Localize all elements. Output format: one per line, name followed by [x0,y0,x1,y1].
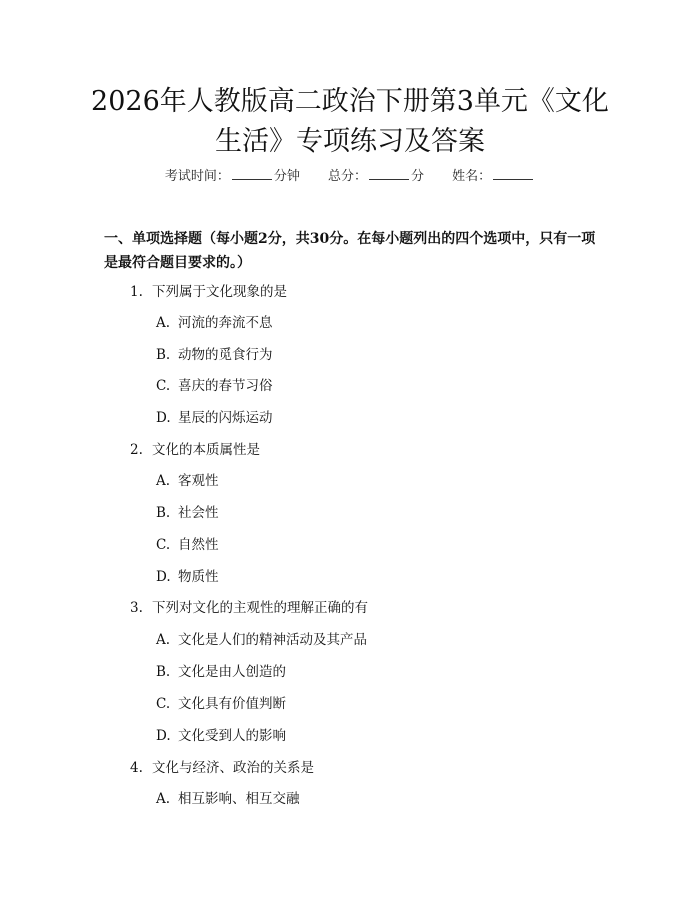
question-4 [130,758,314,778]
question-2-option-b [156,503,219,523]
question-3 [130,598,368,618]
option-letter: A. [156,473,171,489]
question-text: 下列对文化的主观性的理解正确的有 [152,600,368,616]
document-title [60,82,640,162]
title-line-2: 生活》专项练习及答案 [215,126,485,157]
question-1-option-a [156,313,273,333]
option-text: 物质性 [178,569,219,585]
total-score-unit: 分 [411,169,425,184]
total-score-field [328,167,424,187]
option-letter: B. [156,505,171,521]
option-text: 社会性 [178,505,219,521]
question-3-option-a [156,630,367,650]
exam-info [0,167,700,187]
option-text: 自然性 [178,537,219,553]
question-number: 3. [130,600,143,616]
question-3-option-d [156,726,286,746]
question-3-option-c [156,694,286,714]
option-letter: D. [156,410,171,426]
option-letter: A. [156,791,171,807]
student-name-label: 姓名： [452,169,492,184]
question-1 [130,282,287,302]
option-text: 客观性 [178,473,219,489]
section-heading: 一、单项选择题（每小题2分，共30分。在每小题列出的四个选项中，只有一项是最符合题目要求的。） [104,231,596,271]
question-1-option-c [156,376,273,396]
exam-time-blank [232,167,272,180]
exam-time-unit: 分钟 [273,169,300,184]
question-number: 4. [130,760,143,776]
option-text: 文化具有价值判断 [178,696,286,712]
option-text: 相互影响、相互交融 [178,791,300,807]
option-text: 文化是人们的精神活动及其产品 [178,632,367,648]
total-score-blank [369,167,409,180]
option-letter: C. [156,696,171,712]
student-name-blank [493,167,533,180]
option-text: 文化受到人的影响 [178,728,286,744]
student-name-field [452,167,535,187]
option-letter: C. [156,378,171,394]
option-letter: D. [156,728,171,744]
option-text: 动物的觅食行为 [178,347,273,363]
total-score-label: 总分： [327,169,367,184]
option-letter: C. [156,537,171,553]
option-letter: D. [156,569,171,585]
question-text: 下列属于文化现象的是 [152,284,287,300]
option-letter: B. [156,347,171,363]
question-2 [130,440,260,460]
question-text: 文化与经济、政治的关系是 [152,760,314,776]
question-1-option-b [156,345,273,365]
question-1-option-d [156,408,273,428]
option-letter: A. [156,632,171,648]
option-text: 河流的奔流不息 [178,315,273,331]
question-number: 1. [130,284,143,300]
question-2-option-d [156,567,219,587]
question-text: 文化的本质属性是 [152,442,260,458]
question-3-option-b [156,662,286,682]
exam-time-label: 考试时间： [164,169,230,184]
option-letter: B. [156,664,171,680]
option-text: 星辰的闪烁运动 [178,410,273,426]
option-letter: A. [156,315,171,331]
question-4-option-a [156,789,300,809]
option-text: 喜庆的春节习俗 [178,378,273,394]
question-number: 2. [130,442,143,458]
title-line-1: 2026年人教版高二政治下册第3单元《文化 [91,86,609,117]
option-text: 文化是由人创造的 [178,664,286,680]
question-2-option-a [156,471,219,491]
question-2-option-c [156,535,219,555]
exam-time-field [165,167,300,187]
